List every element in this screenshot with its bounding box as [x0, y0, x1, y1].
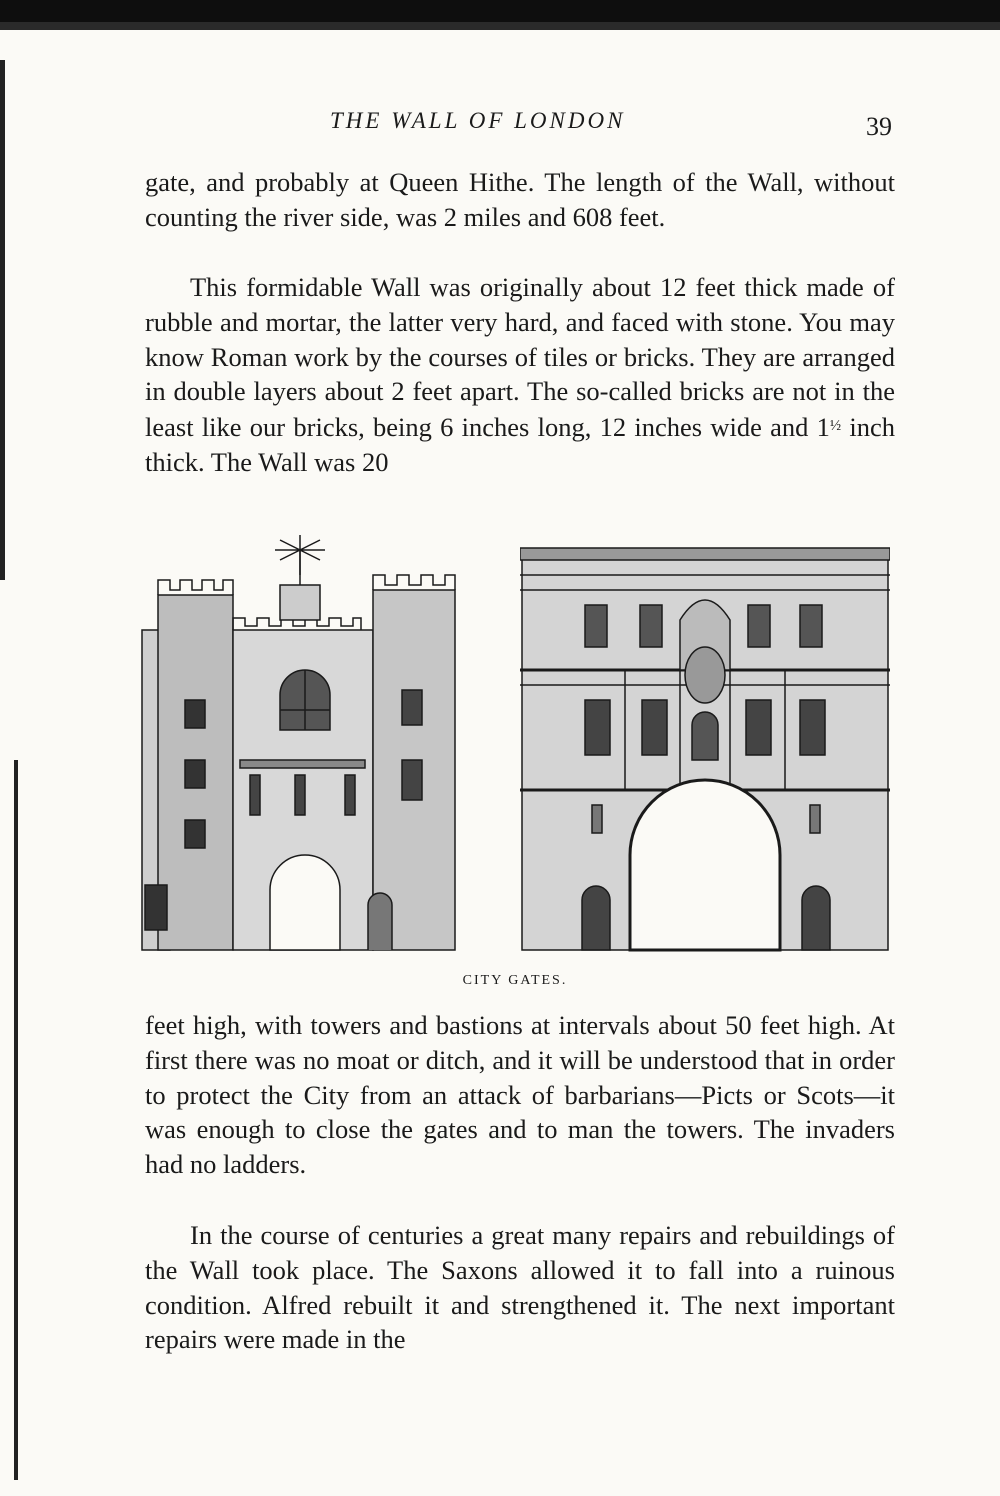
paragraph-2 [145, 270, 895, 480]
right-gate-engraving [520, 530, 890, 960]
fraction-half: ½ [829, 418, 842, 435]
paragraph-2-end: inch thick. The Wall was 20 [145, 412, 896, 477]
running-head: THE WALL OF LONDON [330, 108, 626, 133]
paragraph-4: In the course of centuries a great many repairs and rebuildings of the Wall took place. The Saxons allowed it to fall into a ruinous condition. Alfred rebuilt it and strengthened it. The next important repairs were made in the [145, 1220, 895, 1355]
scan-gutter-edge [0, 60, 5, 580]
paragraph-3: feet high, with towers and bastions at intervals about 50 feet high. At first there was no moat or ditch, and it will be understood that in order to protect the City from an attack of barbarians—Picts or Scots—it was enough to close the gates and to man the towers. The invaders had no ladders. [145, 1010, 895, 1180]
city-gates-illustration [140, 530, 895, 960]
scan-top-border-shadow [0, 22, 1000, 30]
paragraph-2-text: This formidable Wall was originally about 12 feet thick made of rubble and mortar, the latter very hard, and faced with stone. You may know Roman work by the courses of tiles or bricks. They are arranged in double layers about 2 feet apart. The so-called bricks are not in the least like our bricks, being 6 inches long, 12 inches wide and 1 [145, 272, 895, 443]
figure-caption: CITY GATES. [462, 973, 568, 988]
left-gate-engraving [140, 530, 460, 960]
page-number: 39 [866, 112, 892, 141]
scan-gutter-edge-lower [14, 760, 18, 1480]
scan-top-border [0, 0, 1000, 22]
paragraph-1: gate, and probably at Queen Hithe. The length of the Wall, without counting the river side, was 2 miles and 608 feet. [145, 167, 895, 232]
